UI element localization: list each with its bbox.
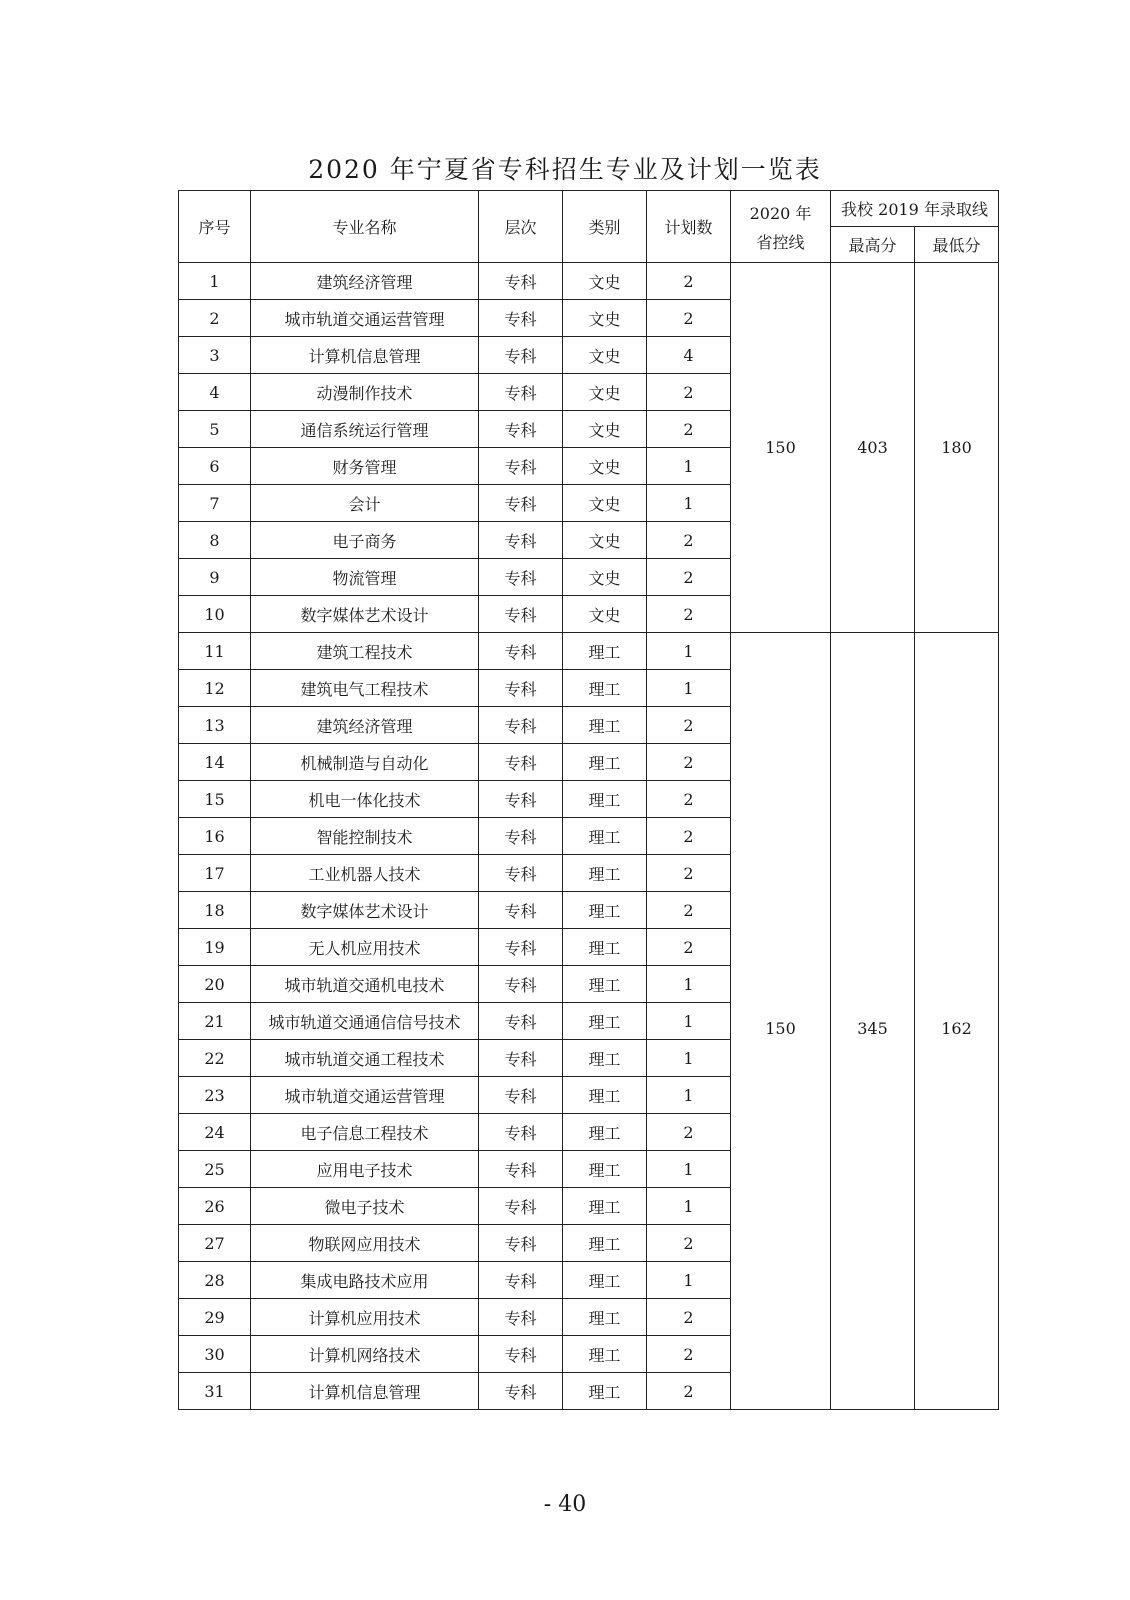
group-highest: 403 [831,263,915,633]
row-major: 动漫制作技术 [251,374,479,411]
row-seq: 11 [179,633,251,670]
row-seq: 17 [179,855,251,892]
row-category: 理工 [563,818,647,855]
row-plan: 1 [647,1188,731,1225]
row-level: 专科 [479,522,563,559]
row-level: 专科 [479,1040,563,1077]
row-plan: 2 [647,374,731,411]
header-control-line-year: 2020 年 [749,203,812,223]
header-category: 类别 [563,191,647,263]
group-control-line: 150 [731,263,831,633]
row-seq: 30 [179,1336,251,1373]
row-category: 文史 [563,485,647,522]
row-category: 理工 [563,1225,647,1262]
row-category: 理工 [563,1151,647,1188]
row-category: 理工 [563,1336,647,1373]
row-category: 理工 [563,892,647,929]
row-plan: 1 [647,1040,731,1077]
row-plan: 2 [647,781,731,818]
row-major: 城市轨道交通运营管理 [251,300,479,337]
row-category: 理工 [563,1003,647,1040]
row-plan: 2 [647,411,731,448]
row-seq: 24 [179,1114,251,1151]
row-plan: 1 [647,633,731,670]
row-level: 专科 [479,1299,563,1336]
row-plan: 2 [647,522,731,559]
row-plan: 2 [647,1373,731,1410]
row-seq: 25 [179,1151,251,1188]
row-plan: 2 [647,596,731,633]
row-seq: 16 [179,818,251,855]
row-level: 专科 [479,1077,563,1114]
row-level: 专科 [479,855,563,892]
row-seq: 28 [179,1262,251,1299]
group-control-line: 150 [731,633,831,1410]
row-seq: 26 [179,1188,251,1225]
row-level: 专科 [479,892,563,929]
row-seq: 2 [179,300,251,337]
row-level: 专科 [479,300,563,337]
row-plan: 2 [647,263,731,300]
row-category: 理工 [563,781,647,818]
table-header [179,191,999,263]
row-major: 会计 [251,485,479,522]
row-seq: 3 [179,337,251,374]
row-major: 计算机信息管理 [251,337,479,374]
row-category: 文史 [563,263,647,300]
row-major: 数字媒体艺术设计 [251,892,479,929]
row-level: 专科 [479,337,563,374]
group-highest: 345 [831,633,915,1410]
row-plan: 2 [647,855,731,892]
row-plan: 1 [647,670,731,707]
row-seq: 18 [179,892,251,929]
row-seq: 31 [179,1373,251,1410]
row-plan: 1 [647,448,731,485]
row-seq: 6 [179,448,251,485]
row-plan: 2 [647,744,731,781]
row-plan: 2 [647,929,731,966]
header-control-line-label: 省控线 [756,232,805,252]
row-major: 财务管理 [251,448,479,485]
table-row [179,263,999,300]
row-category: 文史 [563,596,647,633]
row-plan: 1 [647,1003,731,1040]
row-category: 理工 [563,633,647,670]
row-level: 专科 [479,411,563,448]
row-major: 物联网应用技术 [251,1225,479,1262]
header-lowest: 最低分 [915,227,999,263]
row-category: 理工 [563,744,647,781]
row-plan: 4 [647,337,731,374]
row-major: 计算机网络技术 [251,1336,479,1373]
row-level: 专科 [479,448,563,485]
row-major: 计算机应用技术 [251,1299,479,1336]
row-seq: 22 [179,1040,251,1077]
row-seq: 13 [179,707,251,744]
row-seq: 8 [179,522,251,559]
row-major: 城市轨道交通工程技术 [251,1040,479,1077]
row-seq: 12 [179,670,251,707]
row-level: 专科 [479,1373,563,1410]
row-major: 建筑电气工程技术 [251,670,479,707]
group-lowest: 162 [915,633,999,1410]
row-seq: 20 [179,966,251,1003]
header-seq: 序号 [179,191,251,263]
header-admission-line: 我校 2019 年录取线 [831,191,999,227]
row-major: 电子信息工程技术 [251,1114,479,1151]
row-major: 建筑工程技术 [251,633,479,670]
row-major: 微电子技术 [251,1188,479,1225]
row-major: 计算机信息管理 [251,1373,479,1410]
row-seq: 7 [179,485,251,522]
row-category: 理工 [563,855,647,892]
row-major: 城市轨道交通运营管理 [251,1077,479,1114]
row-category: 理工 [563,1114,647,1151]
row-plan: 2 [647,1225,731,1262]
row-major: 数字媒体艺术设计 [251,596,479,633]
row-seq: 21 [179,1003,251,1040]
row-plan: 2 [647,892,731,929]
row-level: 专科 [479,818,563,855]
row-plan: 2 [647,1336,731,1373]
row-major: 建筑经济管理 [251,707,479,744]
page-title: 2020 年宁夏省专科招生专业及计划一览表 [308,155,822,184]
row-plan: 2 [647,1114,731,1151]
row-level: 专科 [479,707,563,744]
row-seq: 1 [179,263,251,300]
row-level: 专科 [479,1003,563,1040]
row-category: 文史 [563,300,647,337]
row-major: 通信系统运行管理 [251,411,479,448]
row-category: 理工 [563,1262,647,1299]
row-plan: 1 [647,1151,731,1188]
row-seq: 5 [179,411,251,448]
row-major: 建筑经济管理 [251,263,479,300]
row-category: 理工 [563,1188,647,1225]
row-category: 文史 [563,411,647,448]
row-level: 专科 [479,374,563,411]
row-level: 专科 [479,1114,563,1151]
row-plan: 2 [647,559,731,596]
row-category: 文史 [563,448,647,485]
row-level: 专科 [479,929,563,966]
row-level: 专科 [479,596,563,633]
row-level: 专科 [479,966,563,1003]
row-plan: 1 [647,1262,731,1299]
enrollment-plan-table [178,190,999,1410]
row-plan: 2 [647,1299,731,1336]
row-major: 工业机器人技术 [251,855,479,892]
row-seq: 14 [179,744,251,781]
row-major: 应用电子技术 [251,1151,479,1188]
group-lowest: 180 [915,263,999,633]
page-number: - 40 [543,1492,587,1517]
table-body [179,263,999,1410]
row-plan: 1 [647,966,731,1003]
row-plan: 2 [647,300,731,337]
row-level: 专科 [479,1151,563,1188]
row-major: 无人机应用技术 [251,929,479,966]
row-category: 理工 [563,1040,647,1077]
row-major: 城市轨道交通通信信号技术 [251,1003,479,1040]
header-major: 专业名称 [251,191,479,263]
row-category: 理工 [563,929,647,966]
row-level: 专科 [479,633,563,670]
row-plan: 1 [647,1077,731,1114]
row-category: 文史 [563,337,647,374]
row-category: 文史 [563,374,647,411]
row-level: 专科 [479,485,563,522]
row-seq: 10 [179,596,251,633]
row-major: 电子商务 [251,522,479,559]
header-control-line [731,191,831,263]
row-major: 物流管理 [251,559,479,596]
row-category: 理工 [563,1299,647,1336]
row-level: 专科 [479,1225,563,1262]
row-category: 理工 [563,707,647,744]
row-seq: 23 [179,1077,251,1114]
row-seq: 29 [179,1299,251,1336]
row-level: 专科 [479,1336,563,1373]
row-major: 集成电路技术应用 [251,1262,479,1299]
row-major: 机电一体化技术 [251,781,479,818]
row-seq: 19 [179,929,251,966]
row-category: 理工 [563,1077,647,1114]
row-level: 专科 [479,744,563,781]
row-plan: 1 [647,485,731,522]
row-level: 专科 [479,670,563,707]
row-category: 文史 [563,522,647,559]
row-category: 理工 [563,966,647,1003]
row-level: 专科 [479,781,563,818]
header-level: 层次 [479,191,563,263]
row-category: 文史 [563,559,647,596]
table-row [179,633,999,670]
row-plan: 2 [647,818,731,855]
row-plan: 2 [647,707,731,744]
header-plan: 计划数 [647,191,731,263]
row-category: 理工 [563,670,647,707]
row-level: 专科 [479,1262,563,1299]
row-major: 机械制造与自动化 [251,744,479,781]
row-level: 专科 [479,559,563,596]
row-level: 专科 [479,263,563,300]
row-level: 专科 [479,1188,563,1225]
row-category: 理工 [563,1373,647,1410]
row-seq: 15 [179,781,251,818]
row-seq: 9 [179,559,251,596]
row-major: 城市轨道交通机电技术 [251,966,479,1003]
row-seq: 27 [179,1225,251,1262]
row-seq: 4 [179,374,251,411]
row-major: 智能控制技术 [251,818,479,855]
header-highest: 最高分 [831,227,915,263]
